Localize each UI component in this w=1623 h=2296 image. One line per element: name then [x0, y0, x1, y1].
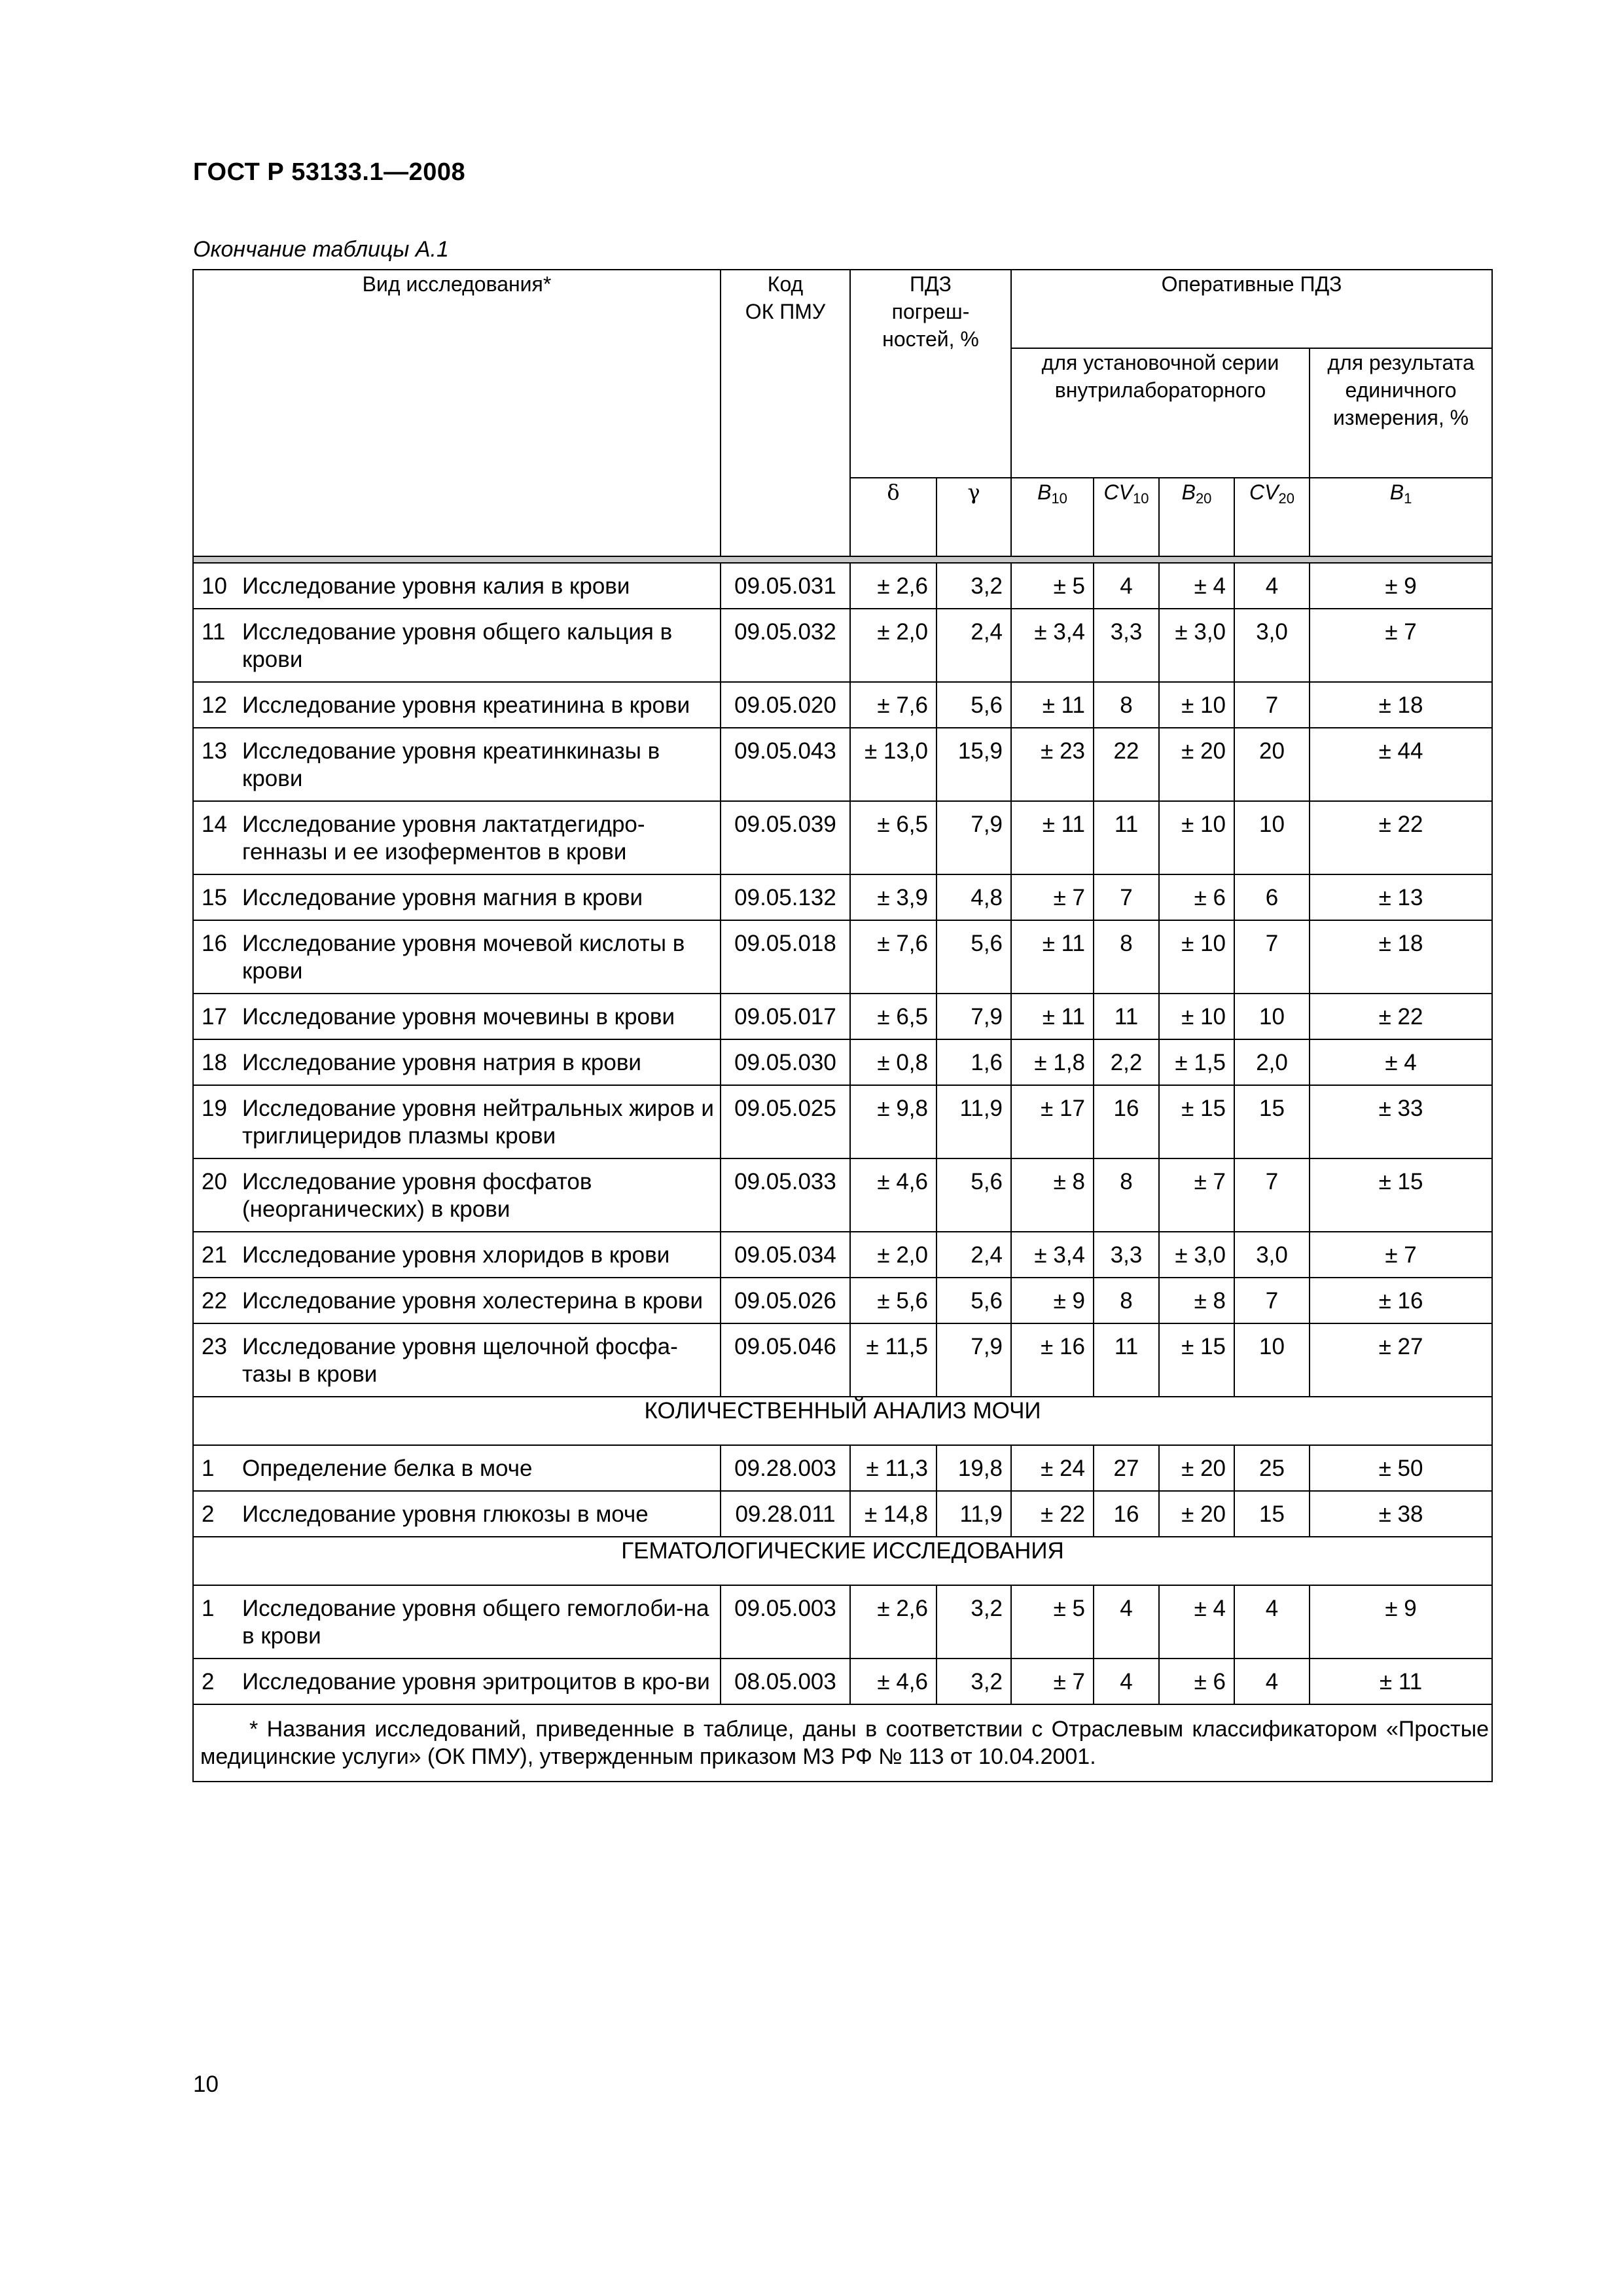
cell-b20: ± 4 [1159, 1585, 1234, 1659]
cell-b20: ± 10 [1159, 682, 1234, 728]
cell-cv10: 16 [1094, 1085, 1159, 1158]
section-urine-header [193, 1397, 1492, 1445]
table-row [193, 1085, 1492, 1158]
cell-research-name [193, 1659, 721, 1704]
cell-b1: ± 22 [1310, 994, 1492, 1039]
table-row [193, 728, 1492, 801]
cell-gamma: 15,9 [936, 728, 1011, 801]
cell-gamma: 7,9 [936, 801, 1011, 874]
cell-code: 09.05.018 [721, 920, 850, 994]
cell-b1: ± 33 [1310, 1085, 1492, 1158]
cell-delta: ± 13,0 [850, 728, 936, 801]
research-name: Исследование уровня креатинина в крови [242, 692, 690, 718]
row-number: 1 [202, 1596, 215, 1621]
cell-b10: ± 23 [1011, 728, 1094, 801]
cell-research-name [193, 563, 721, 609]
row-number: 14 [202, 812, 227, 837]
cell-cv10: 8 [1094, 682, 1159, 728]
header-b20: $B_{20}$ [1159, 478, 1234, 556]
table-row [193, 1585, 1492, 1659]
cell-research-name [193, 1039, 721, 1085]
cell-delta: ± 4,6 [850, 1659, 936, 1704]
cell-b20: ± 4 [1159, 563, 1234, 609]
data-table [192, 269, 1493, 1782]
research-name: Исследование уровня лактатдегидро-генназы и ее изоферментов в крови [242, 812, 645, 865]
cell-research-name [193, 1585, 721, 1659]
cell-cv10: 8 [1094, 920, 1159, 994]
research-name: Исследование уровня общего гемоглоби-на в крови [242, 1596, 709, 1649]
cell-research-name [193, 920, 721, 994]
cell-b20: ± 8 [1159, 1278, 1234, 1323]
cell-b20: ± 7 [1159, 1158, 1234, 1232]
cell-b1: ± 15 [1310, 1158, 1492, 1232]
cell-cv20: 7 [1234, 682, 1310, 728]
cell-code: 08.05.003 [721, 1659, 850, 1704]
research-name: Исследование уровня щелочной фосфа-тазы в крови [242, 1334, 678, 1387]
cell-delta: ± 7,6 [850, 682, 936, 728]
cell-cv20: 4 [1234, 1659, 1310, 1704]
cell-b20: ± 15 [1159, 1323, 1234, 1397]
cell-cv10: 4 [1094, 1659, 1159, 1704]
row-number: 16 [202, 931, 227, 956]
header-research-type: Вид исследования* [193, 270, 721, 556]
cell-gamma: 11,9 [936, 1085, 1011, 1158]
cell-code: 09.05.032 [721, 609, 850, 682]
research-name: Исследование уровня холестерина в крови [242, 1288, 704, 1314]
research-name: Исследование уровня мочевой кислоты в крови [242, 931, 685, 984]
cell-delta: ± 11,3 [850, 1445, 936, 1491]
cell-research-name [193, 801, 721, 874]
cell-code: 09.05.026 [721, 1278, 850, 1323]
cell-cv20: 3,0 [1234, 1232, 1310, 1278]
cell-cv10: 11 [1094, 801, 1159, 874]
cell-b20: ± 15 [1159, 1085, 1234, 1158]
cell-code: 09.05.030 [721, 1039, 850, 1085]
row-number: 12 [202, 692, 227, 718]
cell-gamma: 5,6 [936, 920, 1011, 994]
table-row [193, 1445, 1492, 1491]
row-number: 15 [202, 885, 227, 910]
cell-delta: ± 2,6 [850, 563, 936, 609]
header-cv10: $CV_{10}$ [1094, 478, 1159, 556]
cell-gamma: 3,2 [936, 563, 1011, 609]
cell-research-name [193, 1323, 721, 1397]
cell-gamma: 5,6 [936, 682, 1011, 728]
row-number: 10 [202, 573, 227, 599]
research-name: Исследование уровня хлоридов в крови [242, 1242, 670, 1268]
cell-b1: ± 9 [1310, 1585, 1492, 1659]
cell-cv20: 7 [1234, 1158, 1310, 1232]
table-row [193, 920, 1492, 994]
cell-code: 09.05.046 [721, 1323, 850, 1397]
table-row [193, 563, 1492, 609]
table-row [193, 609, 1492, 682]
cell-b1: ± 11 [1310, 1659, 1492, 1704]
cell-gamma: 7,9 [936, 994, 1011, 1039]
cell-cv20: 25 [1234, 1445, 1310, 1491]
row-number: 11 [202, 619, 226, 645]
research-name: Исследование уровня эритроцитов в кро-ви [242, 1669, 710, 1695]
cell-cv20: 4 [1234, 563, 1310, 609]
cell-code: 09.05.132 [721, 874, 850, 920]
table-row [193, 682, 1492, 728]
cell-code: 09.05.017 [721, 994, 850, 1039]
cell-gamma: 5,6 [936, 1278, 1011, 1323]
cell-b10: ± 11 [1011, 920, 1094, 994]
cell-b10: ± 22 [1011, 1491, 1094, 1537]
cell-research-name [193, 1085, 721, 1158]
cell-delta: ± 6,5 [850, 994, 936, 1039]
cell-gamma: 4,8 [936, 874, 1011, 920]
row-number: 17 [202, 1004, 227, 1030]
footnote: * Названия исследований, приведенные в таблице, даны в соответствии с Отраслевым классификатором «Простые медицинские услуги» (ОК ПМУ), утвержденным приказом МЗ РФ № 113 от 10.04.2001. [193, 1704, 1492, 1782]
cell-research-name [193, 682, 721, 728]
cell-code: 09.05.039 [721, 801, 850, 874]
cell-b10: ± 7 [1011, 1659, 1094, 1704]
cell-b20: ± 10 [1159, 801, 1234, 874]
row-number: 2 [202, 1501, 215, 1527]
table-caption: Окончание таблицы А.1 [193, 237, 449, 262]
cell-b10: ± 11 [1011, 801, 1094, 874]
cell-cv10: 16 [1094, 1491, 1159, 1537]
cell-gamma: 2,4 [936, 609, 1011, 682]
row-number: 13 [202, 738, 227, 764]
cell-delta: ± 9,8 [850, 1085, 936, 1158]
header-b10: $B_{10}$ [1011, 478, 1094, 556]
cell-b1: ± 7 [1310, 609, 1492, 682]
cell-b10: ± 16 [1011, 1323, 1094, 1397]
cell-cv20: 10 [1234, 994, 1310, 1039]
cell-cv10: 8 [1094, 1278, 1159, 1323]
row-number: 20 [202, 1169, 227, 1194]
research-name: Исследование уровня калия в крови [242, 573, 630, 599]
cell-cv10: 3,3 [1094, 1232, 1159, 1278]
cell-b20: ± 20 [1159, 1491, 1234, 1537]
cell-gamma: 7,9 [936, 1323, 1011, 1397]
cell-b10: ± 24 [1011, 1445, 1094, 1491]
cell-b10: ± 8 [1011, 1158, 1094, 1232]
header-separator [193, 556, 1492, 563]
research-name: Исследование уровня нейтральных жиров и триглицеридов плазмы крови [242, 1096, 714, 1149]
cell-b20: ± 3,0 [1159, 609, 1234, 682]
cell-cv10: 22 [1094, 728, 1159, 801]
section-title: ГЕМАТОЛОГИЧЕСКИЕ ИССЛЕДОВАНИЯ [193, 1537, 1492, 1585]
cell-delta: ± 0,8 [850, 1039, 936, 1085]
cell-cv10: 8 [1094, 1158, 1159, 1232]
cell-gamma: 3,2 [936, 1659, 1011, 1704]
table-row [193, 994, 1492, 1039]
cell-b1: ± 18 [1310, 682, 1492, 728]
cell-code: 09.05.031 [721, 563, 850, 609]
document-title: ГОСТ Р 53133.1—2008 [193, 158, 466, 186]
cell-delta: ± 3,9 [850, 874, 936, 920]
header-b1: $B_1$ [1310, 478, 1492, 556]
table-row [193, 801, 1492, 874]
cell-b20: ± 3,0 [1159, 1232, 1234, 1278]
section-hematology-header [193, 1537, 1492, 1585]
research-name: Исследование уровня магния в крови [242, 885, 643, 910]
cell-cv10: 11 [1094, 994, 1159, 1039]
cell-b1: ± 50 [1310, 1445, 1492, 1491]
cell-delta: ± 4,6 [850, 1158, 936, 1232]
cell-research-name [193, 1491, 721, 1537]
row-number: 18 [202, 1050, 227, 1075]
cell-gamma: 3,2 [936, 1585, 1011, 1659]
cell-code: 09.05.025 [721, 1085, 850, 1158]
cell-b20: ± 6 [1159, 874, 1234, 920]
table-row [193, 1278, 1492, 1323]
cell-b1: ± 18 [1310, 920, 1492, 994]
table-row [193, 1158, 1492, 1232]
cell-b10: ± 17 [1011, 1085, 1094, 1158]
research-name: Определение белка в моче [242, 1456, 533, 1481]
cell-delta: ± 2,0 [850, 1232, 936, 1278]
cell-b10: ± 11 [1011, 682, 1094, 728]
table-row [193, 874, 1492, 920]
cell-research-name [193, 1445, 721, 1491]
cell-b1: ± 16 [1310, 1278, 1492, 1323]
table-row [193, 1491, 1492, 1537]
cell-cv20: 3,0 [1234, 609, 1310, 682]
cell-b1: ± 22 [1310, 801, 1492, 874]
cell-delta: ± 6,5 [850, 801, 936, 874]
cell-cv10: 7 [1094, 874, 1159, 920]
cell-b20: ± 10 [1159, 920, 1234, 994]
cell-gamma: 11,9 [936, 1491, 1011, 1537]
cell-gamma: 2,4 [936, 1232, 1011, 1278]
cell-gamma: 19,8 [936, 1445, 1011, 1491]
cell-research-name [193, 994, 721, 1039]
research-name: Исследование уровня креатинкиназы в крови [242, 738, 660, 791]
cell-delta: ± 2,0 [850, 609, 936, 682]
cell-b20: ± 20 [1159, 728, 1234, 801]
cell-cv20: 20 [1234, 728, 1310, 801]
cell-b10: ± 5 [1011, 1585, 1094, 1659]
cell-code: 09.05.020 [721, 682, 850, 728]
row-number: 21 [202, 1242, 227, 1268]
cell-delta: ± 2,6 [850, 1585, 936, 1659]
cell-cv20: 7 [1234, 1278, 1310, 1323]
cell-cv20: 10 [1234, 801, 1310, 874]
row-number: 2 [202, 1669, 215, 1695]
cell-b10: ± 1,8 [1011, 1039, 1094, 1085]
cell-b10: ± 3,4 [1011, 609, 1094, 682]
cell-delta: ± 14,8 [850, 1491, 936, 1537]
footnote-row [193, 1704, 1492, 1782]
cell-cv20: 2,0 [1234, 1039, 1310, 1085]
cell-b1: ± 13 [1310, 874, 1492, 920]
cell-b10: ± 9 [1011, 1278, 1094, 1323]
cell-research-name [193, 1278, 721, 1323]
cell-cv10: 11 [1094, 1323, 1159, 1397]
table-row [193, 1232, 1492, 1278]
cell-cv10: 4 [1094, 563, 1159, 609]
cell-research-name [193, 609, 721, 682]
row-number: 19 [202, 1096, 227, 1121]
cell-b1: ± 7 [1310, 1232, 1492, 1278]
table-row [193, 1039, 1492, 1085]
cell-b1: ± 44 [1310, 728, 1492, 801]
research-name: Исследование уровня фосфатов (неорганических) в крови [242, 1169, 592, 1222]
cell-b1: ± 4 [1310, 1039, 1492, 1085]
cell-research-name [193, 1158, 721, 1232]
cell-b10: ± 7 [1011, 874, 1094, 920]
row-number: 23 [202, 1334, 227, 1359]
section-title: КОЛИЧЕСТВЕННЫЙ АНАЛИЗ МОЧИ [193, 1397, 1492, 1445]
cell-cv20: 15 [1234, 1085, 1310, 1158]
header-operative-pdz: Оперативные ПДЗ [1011, 270, 1492, 348]
research-name: Исследование уровня натрия в крови [242, 1050, 641, 1075]
cell-cv20: 4 [1234, 1585, 1310, 1659]
cell-cv20: 10 [1234, 1323, 1310, 1397]
cell-b20: ± 1,5 [1159, 1039, 1234, 1085]
research-name: Исследование уровня общего кальция в крови [242, 619, 673, 672]
cell-gamma: 5,6 [936, 1158, 1011, 1232]
table-row [193, 1323, 1492, 1397]
cell-code: 09.28.003 [721, 1445, 850, 1491]
research-name: Исследование уровня мочевины в крови [242, 1004, 675, 1030]
page-number: 10 [193, 2072, 219, 2097]
header-single-result: для результата единичного измерения, % [1310, 348, 1492, 478]
cell-b10: ± 11 [1011, 994, 1094, 1039]
cell-code: 09.05.003 [721, 1585, 850, 1659]
cell-delta: ± 5,6 [850, 1278, 936, 1323]
cell-b1: ± 9 [1310, 563, 1492, 609]
cell-gamma: 1,6 [936, 1039, 1011, 1085]
cell-research-name [193, 728, 721, 801]
cell-cv10: 3,3 [1094, 609, 1159, 682]
header-setup-series: для установочной серии внутрилабораторного [1011, 348, 1310, 478]
header-delta: δ [850, 478, 936, 556]
header-cv20: $CV_{20}$ [1234, 478, 1310, 556]
cell-delta: ± 7,6 [850, 920, 936, 994]
research-name: Исследование уровня глюкозы в моче [242, 1501, 649, 1527]
cell-cv20: 15 [1234, 1491, 1310, 1537]
cell-code: 09.05.034 [721, 1232, 850, 1278]
cell-code: 09.28.011 [721, 1491, 850, 1537]
header-code: Код ОК ПМУ [721, 270, 850, 556]
row-number: 22 [202, 1288, 227, 1314]
cell-cv20: 7 [1234, 920, 1310, 994]
cell-research-name [193, 874, 721, 920]
cell-code: 09.05.033 [721, 1158, 850, 1232]
cell-b20: ± 20 [1159, 1445, 1234, 1491]
cell-b1: ± 27 [1310, 1323, 1492, 1397]
header-pdz-errors: ПДЗ погреш- ностей, % [850, 270, 1011, 478]
cell-delta: ± 11,5 [850, 1323, 936, 1397]
cell-b20: ± 6 [1159, 1659, 1234, 1704]
cell-b10: ± 5 [1011, 563, 1094, 609]
cell-cv10: 4 [1094, 1585, 1159, 1659]
cell-cv10: 27 [1094, 1445, 1159, 1491]
cell-cv20: 6 [1234, 874, 1310, 920]
table-row [193, 1659, 1492, 1704]
cell-b20: ± 10 [1159, 994, 1234, 1039]
row-number: 1 [202, 1456, 215, 1481]
cell-cv10: 2,2 [1094, 1039, 1159, 1085]
cell-code: 09.05.043 [721, 728, 850, 801]
cell-research-name [193, 1232, 721, 1278]
cell-b10: ± 3,4 [1011, 1232, 1094, 1278]
cell-b1: ± 38 [1310, 1491, 1492, 1537]
header-gamma: γ [936, 478, 1011, 556]
